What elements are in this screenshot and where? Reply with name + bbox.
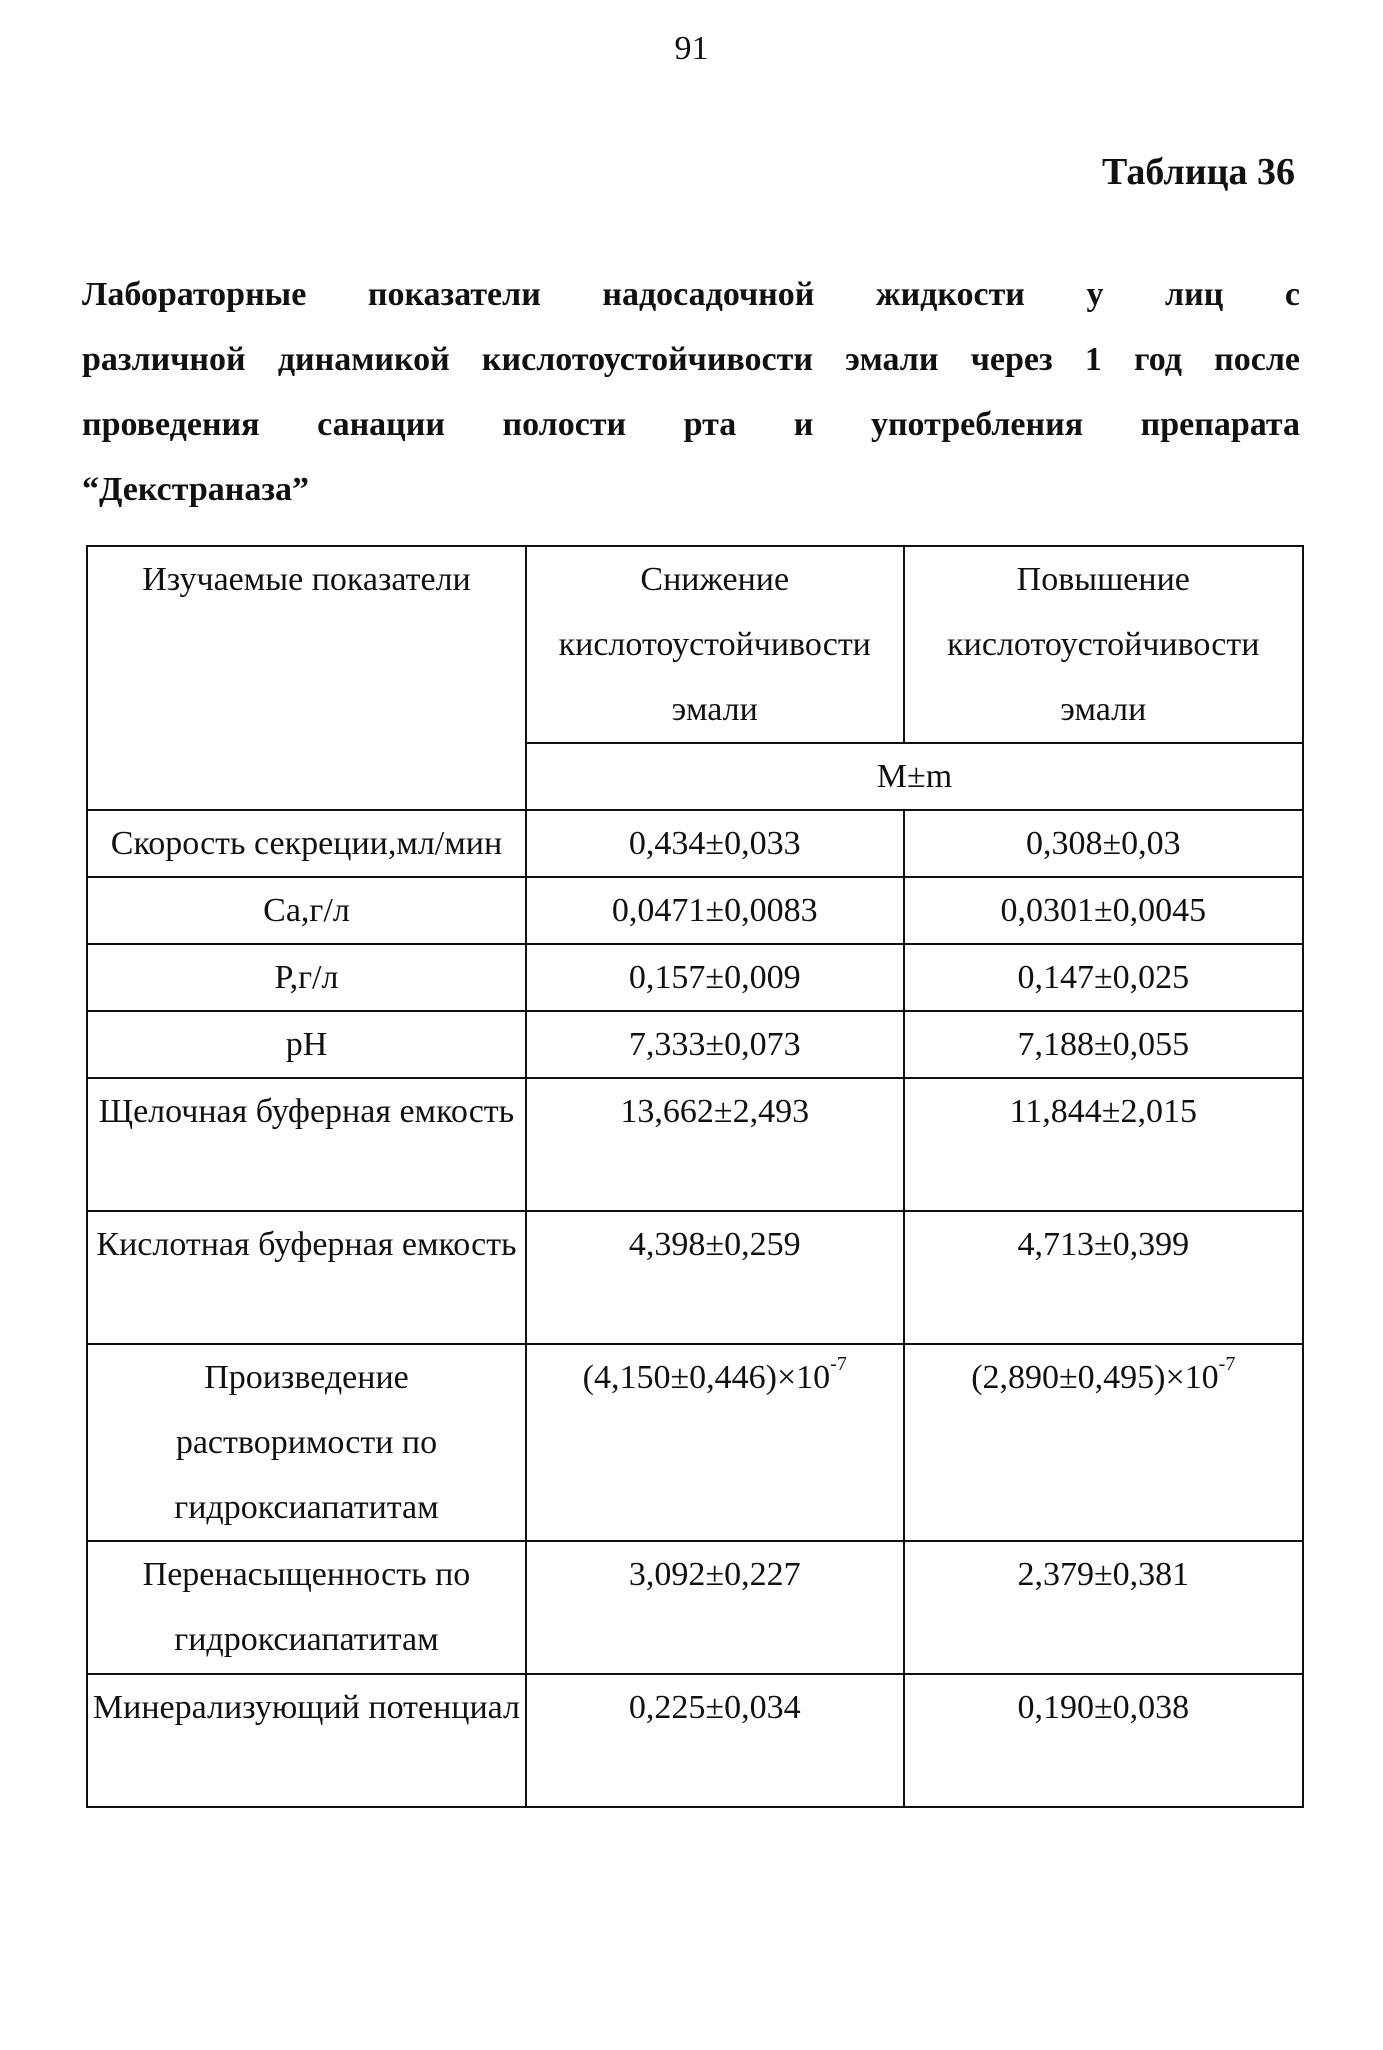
table-row [87, 1344, 1303, 1541]
row-label: pH [87, 1011, 526, 1078]
caption-line: различной динамикой кислотоустойчивости эмали через 1 год после [82, 341, 1300, 378]
row-label: Минерализующий потенциал [87, 1674, 526, 1807]
header-increase: Повышение кислотоустойчивости эмали [904, 546, 1303, 743]
header-units: M±m [526, 743, 1303, 810]
row-value-decrease: 0,157±0,009 [526, 944, 904, 1011]
table-row [87, 1541, 1303, 1674]
row-label: Ca,г/л [87, 877, 526, 944]
row-value-decrease: 0,225±0,034 [526, 1674, 904, 1807]
row-value-decrease [526, 1344, 904, 1541]
table-row [87, 877, 1303, 944]
value-exponent: -7 [830, 1352, 847, 1375]
table-label: Таблица 36 [1101, 151, 1295, 193]
value-mantissa: (2,890±0,495)×10 [971, 1359, 1219, 1396]
row-label: Скорость секреции,мл/мин [87, 810, 526, 877]
row-label: Произведение растворимости по гидроксиапатитам [87, 1344, 526, 1541]
row-value-increase: 0,0301±0,0045 [904, 877, 1303, 944]
row-value-increase: 0,147±0,025 [904, 944, 1303, 1011]
row-value-increase: 0,190±0,038 [904, 1674, 1303, 1807]
row-value-decrease: 13,662±2,493 [526, 1078, 904, 1211]
data-table [86, 545, 1304, 1808]
table-caption [82, 262, 1300, 522]
row-value-increase: 7,188±0,055 [904, 1011, 1303, 1078]
table-row [87, 1078, 1303, 1211]
caption-line: проведения санации полости рта и употребления препарата [82, 406, 1300, 443]
table-row [87, 1674, 1303, 1807]
table-row [87, 944, 1303, 1011]
row-label: P,г/л [87, 944, 526, 1011]
row-label: Щелочная буферная емкость [87, 1078, 526, 1211]
row-value-decrease: 0,434±0,033 [526, 810, 904, 877]
table-header-row [87, 546, 1303, 743]
row-value-increase: 4,713±0,399 [904, 1211, 1303, 1344]
row-label: Перенасыщенность по гидроксиапатитам [87, 1541, 526, 1674]
row-value-decrease: 0,0471±0,0083 [526, 877, 904, 944]
row-value-increase: 0,308±0,03 [904, 810, 1303, 877]
row-value-increase: 2,379±0,381 [904, 1541, 1303, 1674]
table-row [87, 810, 1303, 877]
row-label: Кислотная буферная емкость [87, 1211, 526, 1344]
row-value-increase: 11,844±2,015 [904, 1078, 1303, 1211]
row-value-decrease: 3,092±0,227 [526, 1541, 904, 1674]
caption-line: “Декстраназа” [82, 471, 310, 508]
page-number: 91 [674, 30, 709, 67]
row-value-decrease: 4,398±0,259 [526, 1211, 904, 1344]
table-row [87, 1211, 1303, 1344]
header-decrease: Снижение кислотоустойчивости эмали [526, 546, 904, 743]
value-exponent: -7 [1218, 1352, 1236, 1375]
value-mantissa: (4,150±0,446)×10 [582, 1359, 831, 1396]
row-value-decrease: 7,333±0,073 [526, 1011, 904, 1078]
header-indicators: Изучаемые показатели [87, 546, 526, 810]
row-value-increase [904, 1344, 1303, 1541]
table-row [87, 1011, 1303, 1078]
caption-line: Лабораторные показатели надосадочной жидкости у лиц с [82, 276, 1300, 313]
